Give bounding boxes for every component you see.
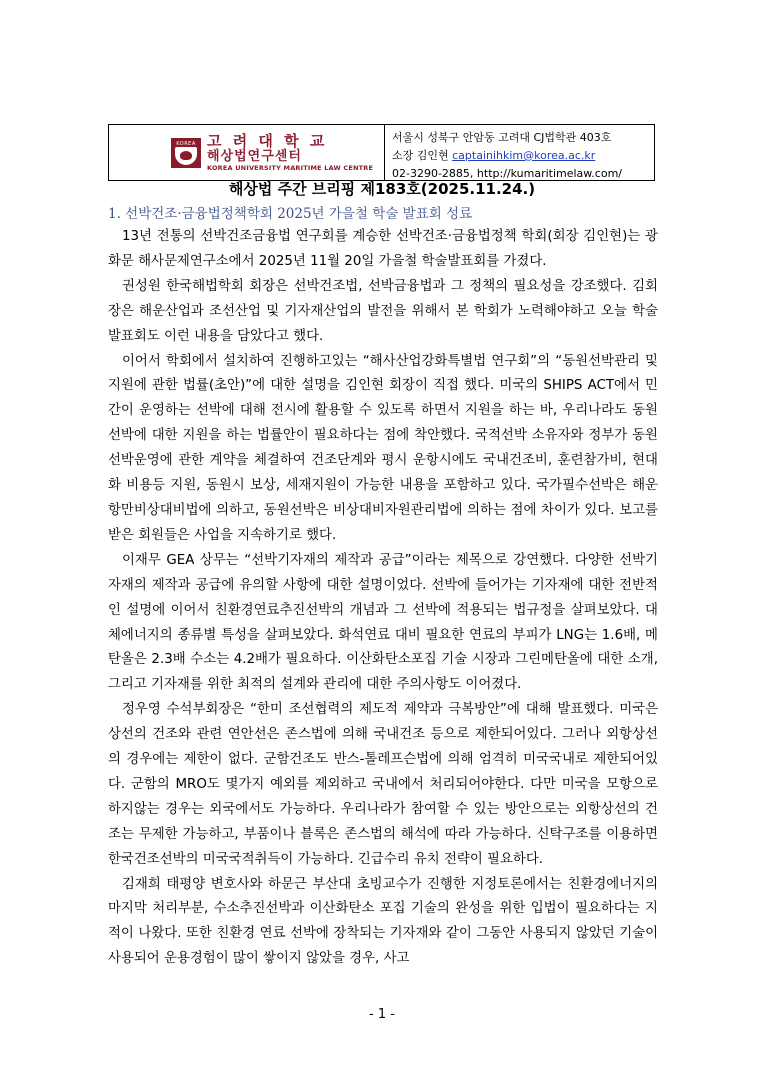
director-label: 소장 김인현 <box>392 149 453 162</box>
logo-english-name: KOREA UNIVERSITY MARITIME LAW CENTRE <box>207 164 374 172</box>
article-body <box>108 225 658 972</box>
paragraph: 이어서 학회에서 설치하여 진행하고있는 “해사산업강화특별법 연구회”의 “동원선박관리 및 지원에 관한 법률(초안)”에 대한 설명을 김인현 회장이 직접 했다. 미국의 SHIPS ACT에서 민간이 운영하는 선박에 대해 전시에 활용할 수 있도록 하면서 지원을 하는 바, 우리나라도 동원선박에 대한 지원을 하는 법률안이 필요하다는 점에 착안했다. 국적선박 소유자와 정부가 동원선박운영에 관한 계약을 체결하여 건조단계와 평시 운항시에도 국내건조비, 훈련참가비, 현대화 비용등 지원, 동원시 보상, 세재지원이 가능한 내용을 포함하고 있다. 국가필수선박은 해운항만비상대비법에 의하고, 동원선박은 비상대비자원관리법에 의하는 점에 차이가 있다. 보고를 받은 회원들은 사업을 지속하기로 했다. <box>108 353 658 543</box>
bulletin-title: 해상법 주간 브리핑 제183호(2025.11.24.) <box>228 180 536 198</box>
logo-university-name: 고 려 대 학 교 <box>207 132 328 150</box>
university-emblem-icon: KOREA <box>171 138 201 168</box>
phone-web-line: 02-3290-2885, http://kumaritimelaw.com/ <box>392 167 622 180</box>
logo-center-name: 해상법연구센터 <box>207 149 302 164</box>
logo-text <box>207 133 373 172</box>
address-line: 서울시 성북구 안암동 고려대 CJ법학관 403호 <box>392 131 612 144</box>
paragraph: 김재희 태평양 변호사와 하문근 부산대 초빙교수가 진행한 지정토론에서는 친환경에너지의 마지막 처리부분, 수소추진선박과 이산화탄소 포집 기술의 완성을 위한 입법이 필요하다는 지적이 나왔다. 또한 친환경 연료 선박에 장착되는 기자재와 같이 그동안 사용되지 않았던 기술이 사용되어 운용경험이 많이 쌓이지 않았을 경우, 사고 <box>108 876 658 967</box>
letterhead-box <box>108 124 655 181</box>
paragraph: 정우영 수석부회장은 “한미 조선협력의 제도적 제약과 극복방안”에 대해 발표했다. 미국은 상선의 건조와 관련 연안선은 존스법에 의해 국내건조 등으로 제한되어있다. 그러나 외항상선의 경우에는 제한이 없다. 군함건조도 반스-톨레프슨법에 의해 엄격히 미국국내로 제한되어있다. 군함의 MRO도 몇가지 예외를 제외하고 국내에서 처리되어야한다. 다만 미국을 모항으로 하지않는 경우는 외국에서도 가능하다. 우리나라가 참여할 수 있는 방안으로는 외항상선의 건조는 무제한 가능하고, 부품이나 블록은 존스법의 해석에 따라 가능하다. 신탁구조를 이용하면 한국건조선박의 미국국적취득이 가능하다. 긴급수리 유치 전략이 필요하다. <box>108 702 658 867</box>
paragraph: 13년 전통의 선박건조금융법 연구회를 계승한 선박건조·금융법정책 학회(회장 김인현)는 광화문 해사문제연구소에서 2025년 11월 20일 가을철 학술발표회를 가졌다. <box>108 229 658 269</box>
paragraph: 권성원 한국해법학회 회장은 선박건조법, 선박금융법과 그 정책의 필요성을 강조했다. 김회장은 해운산업과 조선산업 및 기자재산업의 발전을 위해서 본 학회가 노력해야하고 오늘 학술발표회도 이런 내용을 담았다고 했다. <box>108 278 658 344</box>
page-number: - 1 - <box>369 1007 395 1022</box>
section-title: 1. 선박건조·금융법정책학회 2025년 가을철 학술 발표회 성료 <box>108 206 473 222</box>
logo-area <box>109 125 385 180</box>
contact-info <box>385 125 654 180</box>
director-email-link[interactable]: captainihkim@korea.ac.kr <box>452 149 596 162</box>
director-line <box>392 147 654 165</box>
paragraph: 이재무 GEA 상무는 “선박기자재의 제작과 공급”이라는 제목으로 강연했다. 다양한 선박기자재의 제작과 공급에 유의할 사항에 대한 설명이었다. 선박에 들어가는 기자재에 대한 전반적인 설명에 이어서 친환경연료추진선박의 개념과 그 선박에 적용되는 법규정을 살펴보았다. 대체에너지의 종류별 특성을 살펴보았다. 화석연료 대비 필요한 연료의 부피가 LNG는 1.6배, 메탄올은 2.3배 수소는 4.2배가 필요하다. 이산화탄소포집 기술 시장과 그린메탄올에 대한 소개, 그리고 기자재를 위한 최적의 설계와 관리에 대한 주의사항도 이어졌다. <box>108 552 658 693</box>
